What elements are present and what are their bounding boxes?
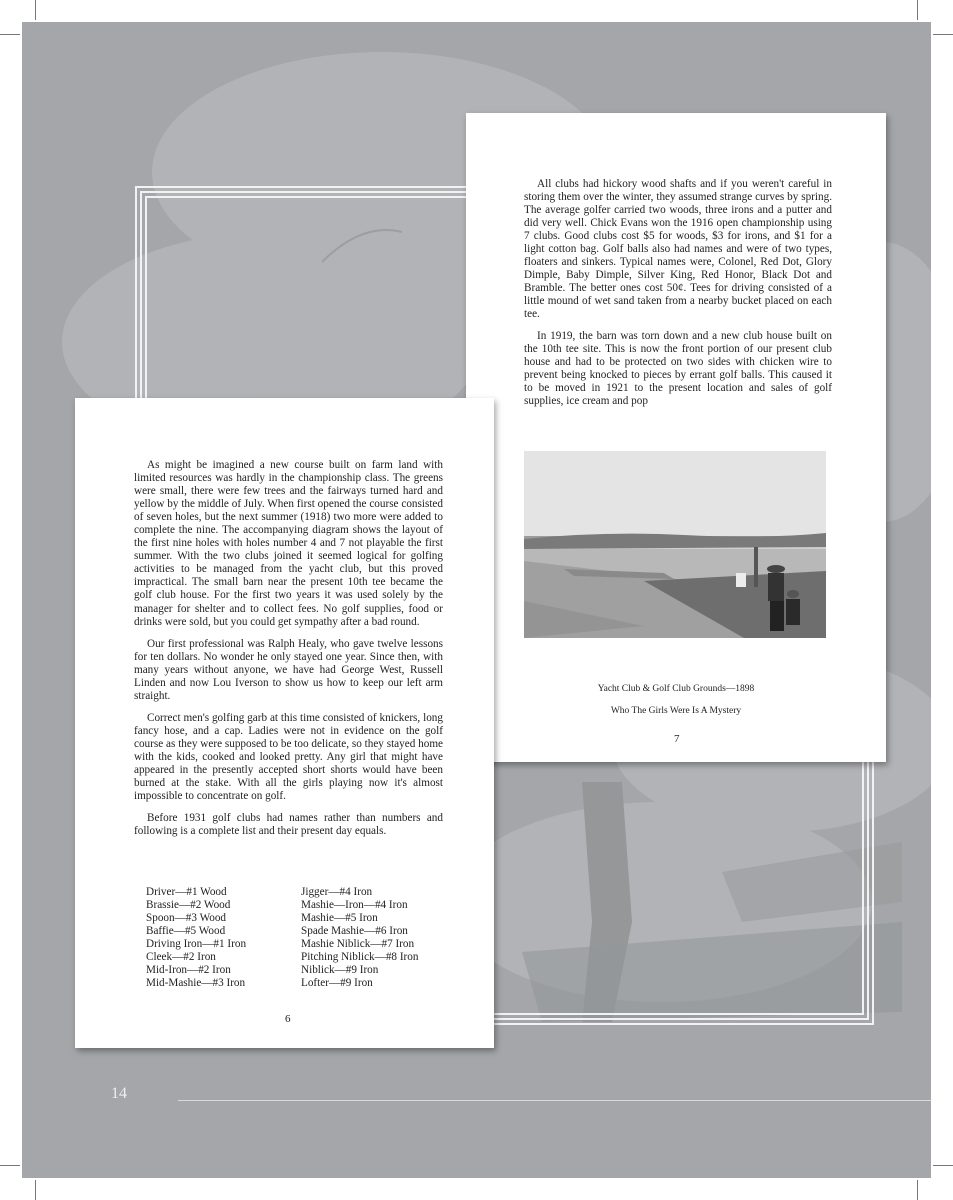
crop-mark <box>35 0 36 20</box>
club-item: Mid-Mashie—#3 Iron <box>146 977 246 990</box>
club-item: Driving Iron—#1 Iron <box>146 938 247 951</box>
club-item: Spade Mashie—#6 Iron <box>301 925 408 938</box>
club-list-column <box>301 886 418 990</box>
left-page-text <box>134 459 443 847</box>
club-item: Mashie—#5 Iron <box>301 912 378 925</box>
crop-mark <box>917 0 918 20</box>
crop-mark <box>933 34 953 35</box>
crop-mark <box>35 1180 36 1200</box>
paragraph: Before 1931 golf clubs had names rather than numbers and following is a complete list and their present day equals. <box>134 812 443 838</box>
paragraph: Correct men's golfing garb at this time consisted of knickers, long fancy hose, and a cap. Ladies were not in evidence on the golf course as they were supposed to be too delicate, so they stayed home with the kids, cooked and looked pretty. Any girl that might have appeared in the presently accepted short shorts would have been burned at the stake. With all the girls playing now it's almost impossible to concentrate on golf. <box>134 711 443 803</box>
club-list-column <box>146 886 246 990</box>
paragraph: Our first professional was Ralph Healy, who gave twelve lessons for ten dollars. No wonder he only stayed one year. Since then, with many years without anyone, we have had George West, Russell Linden and now Lou Iverson to show us how to keep our left arm straight. <box>134 637 443 702</box>
photo-caption: Yacht Club & Golf Club Grounds—1898 <box>597 684 755 694</box>
paragraph: In 1919, the barn was torn down and a new club house built on the 10th tee site. This is now the front portion of our present club house and had to be protected on two sides with chicken wire to prevent being knocked to pieces by errant golf balls. This caused it to be moved in 1921 to the present location and sales of golf supplies, ice cream and pop <box>524 329 832 407</box>
page-number: 7 <box>674 733 680 745</box>
club-item: Jigger—#4 Iron <box>301 886 373 898</box>
crop-mark <box>917 1180 918 1200</box>
club-item: Cleek—#2 Iron <box>146 951 216 964</box>
club-item: Spoon—#3 Wood <box>146 912 227 925</box>
right-page-text <box>524 178 832 417</box>
club-item: Mid-Iron—#2 Iron <box>146 964 231 977</box>
crop-mark <box>0 34 20 35</box>
club-item: Baffie—#5 Wood <box>146 925 226 938</box>
crop-mark <box>0 1165 20 1166</box>
club-item: Brassie—#2 Wood <box>146 899 231 912</box>
crop-mark <box>933 1165 953 1166</box>
photo-illustration <box>524 451 826 638</box>
club-item: Niblick—#9 Iron <box>301 964 379 977</box>
folio-number: 14 <box>111 1085 127 1102</box>
club-item: Lofter—#9 Iron <box>301 977 373 990</box>
club-item: Mashie—Iron—#4 Iron <box>301 899 408 912</box>
photo-subcaption: Who The Girls Were Is A Mystery <box>610 706 742 716</box>
club-item: Driver—#1 Wood <box>146 886 227 898</box>
paragraph: All clubs had hickory wood shafts and if you weren't careful in storing them over the winter, they assumed strange curves by spring. The average golfer carried two woods, three irons and a putter and did very well. Chick Evans won the 1916 open championship using 7 clubs. Good clubs cost $5 for woods, $3 for irons, and $1 for a light cotton bag. Golf balls also had names and were of two types, floaters and sinkers. Typical names were, Colonel, Red Dot, Glory Dimple, Baby Dimple, Silver King, Red Honor, Black Dot and Bramble. The better ones cost 50¢. Tees for driving consisted of a little mound of wet sand taken from a nearby bucket placed on each tee. <box>524 178 832 321</box>
paragraph: As might be imagined a new course built on farm land with limited resources was hardly in the championship class. The greens were small, there were few trees and the fairways turned hard and yellow by the middle of July. When first opened the course consisted of seven holes, but the next summer (1918) two more were added to complete the nine. The accompanying diagram shows the layout of the first nine holes with holes number 4 and 7 not playable the first summer. With the two clubs joined it seemed logical for golfing activities to be managed from the yacht club, but this proved impractical. The small barn near the present 10th tee became the golf club house. For the first two years it was used solely by the manager for shelter and to collect fees. No golf supplies, food or drinks were sold, but you could get sympathy after a bad round. <box>134 459 443 628</box>
historic-photo <box>524 451 826 638</box>
club-item: Mashie Niblick—#7 Iron <box>301 938 415 951</box>
club-item: Pitching Niblick—#8 Iron <box>301 951 419 964</box>
footer-rule <box>178 1100 931 1101</box>
page-number: 6 <box>285 1013 291 1025</box>
